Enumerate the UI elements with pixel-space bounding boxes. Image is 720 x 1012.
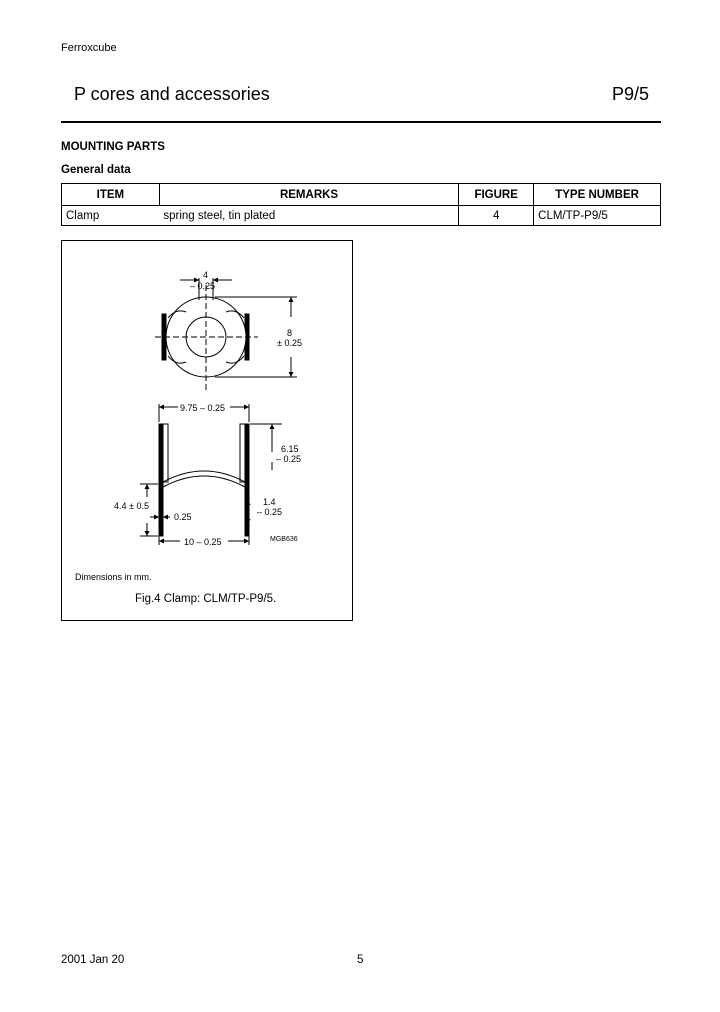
section-title: MOUNTING PARTS [61,141,165,153]
cell-figure: 4 [459,206,534,226]
header-item: ITEM [62,184,160,206]
dim-leg-height: 4.4 ± 0.5 [114,501,149,511]
dim-height: 8 [287,328,293,338]
dim-base-width: 10 – 0.25 [184,537,222,547]
dim-height-tol: ± 0.25 [277,338,302,348]
dimensions-note: Dimensions in mm. [75,572,152,582]
drawing-code: MGB636 [270,536,298,543]
company-name: Ferroxcube [61,42,117,54]
dim-tab-tol: – 0.25 [257,507,283,517]
page-number: 5 [357,954,364,966]
header-figure: FIGURE [459,184,534,206]
part-number: P9/5 [612,84,650,104]
figure-caption: Fig.4 Clamp: CLM/TP-P9/5. [135,593,277,605]
header-type-number: TYPE NUMBER [534,184,661,206]
dim-clip-height: 6.15 [281,444,299,454]
section-subtitle: General data [61,164,131,176]
dim-tab: 1.4 [263,497,276,507]
dim-top-width: 4 [203,270,209,280]
dim-top-width-tol: – 0.25 [190,281,216,291]
cell-remarks: spring steel, tin plated [159,206,458,226]
dim-thickness: 0.25 [174,512,192,522]
clamp-top-view [155,278,297,390]
footer-date: 2001 Jan 20 [61,954,125,966]
clamp-side-view [140,404,282,545]
dim-clip-height-tol: – 0.25 [276,454,302,464]
cell-type-number: CLM/TP-P9/5 [534,206,661,226]
dim-clip-width: 9.75 – 0.25 [180,403,226,413]
cell-item: Clamp [62,206,160,226]
page-title: P cores and accessories [74,84,270,104]
header-remarks: REMARKS [159,184,458,206]
